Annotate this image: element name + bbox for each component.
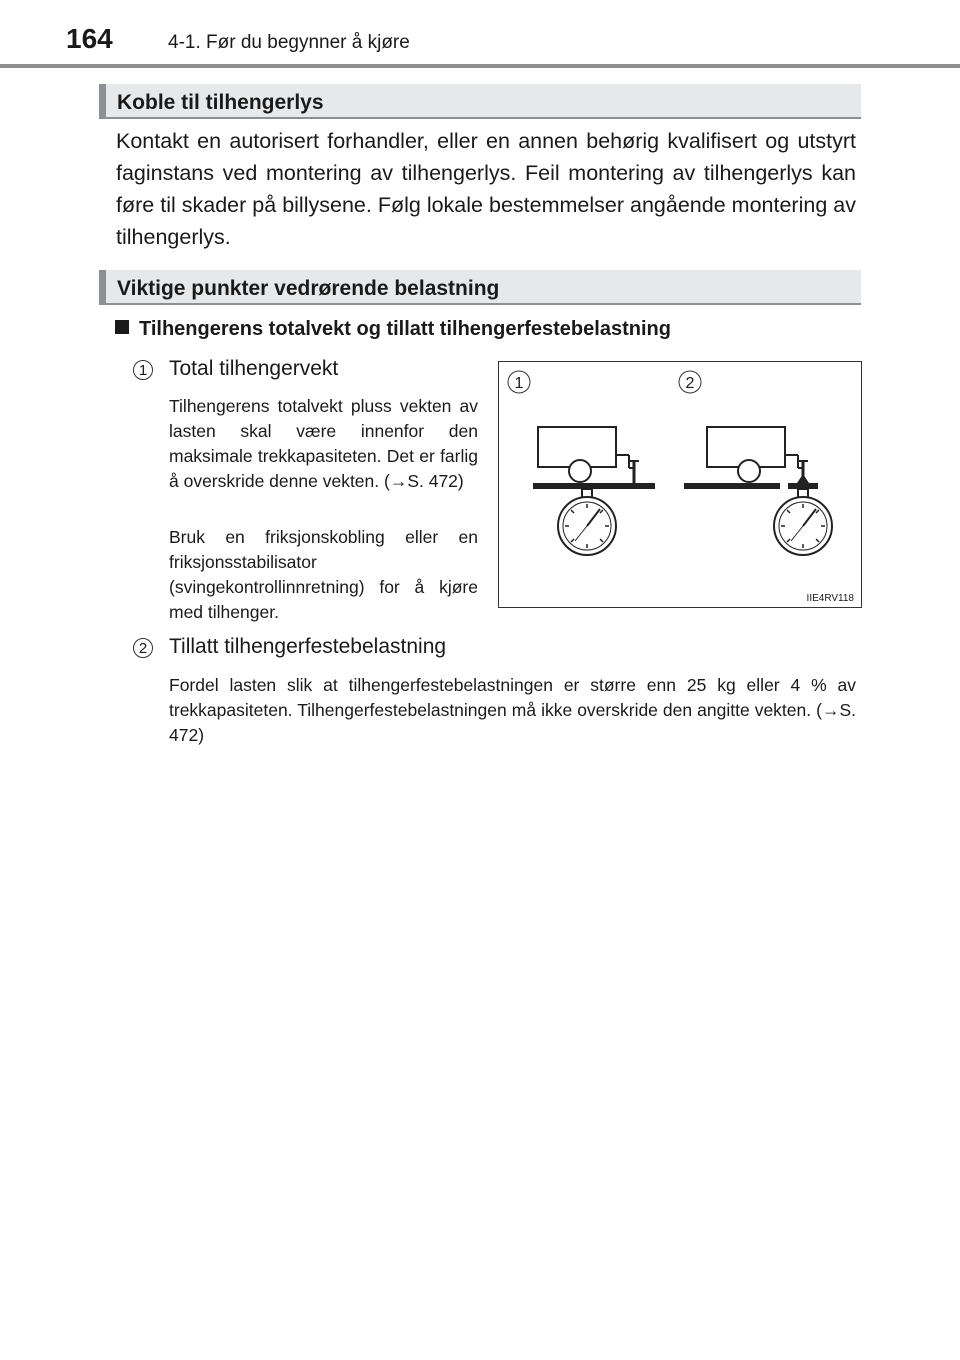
trailer-wheel-icon <box>738 460 760 482</box>
figure-label-1-text: 1 <box>514 375 524 392</box>
item-1-paragraph-1: Tilhengerens totalvekt pluss vekten av lasten skal være innenfor den maksimale trekkapasiteten. Det er farlig å overskride denne vekten. (→S. 472) <box>169 396 478 491</box>
square-bullet-icon <box>115 320 129 334</box>
item-number-2: 2 <box>133 638 153 658</box>
subheading <box>115 316 671 342</box>
section-heading-text: Koble til tilhengerlys <box>117 91 324 114</box>
figure-label-2-text: 2 <box>685 375 695 392</box>
running-header: 4-1. Før du begynner å kjøre <box>168 32 410 53</box>
trailer-lights-paragraph: Kontakt en autorisert forhandler, eller en annen behørig kvalifisert og utstyrt faginstans ved montering av tilhengerlys. Feil montering av tilhengerlys kan føre til skader på billysene. Følg lokale bestemmelser angående montering av tilhengerlys. <box>116 129 856 249</box>
page-number: 164 <box>66 23 113 54</box>
item-1-paragraph-2: Bruk en friksjonskobling eller en friksjonsstabilisator (svingekontrollinnretning) for å kjøre med tilhenger. <box>169 527 478 622</box>
section-heading-text: Viktige punkter vedrørende belastning <box>117 277 500 300</box>
section-heading-trailer-lights <box>99 84 861 119</box>
scale-platform-icon <box>533 483 655 489</box>
trailer-load-figure <box>498 361 862 608</box>
header-rule <box>0 64 960 68</box>
section-heading-load <box>99 270 861 305</box>
item-title-1: Total tilhengervekt <box>169 357 339 380</box>
ground-platform-icon <box>684 483 780 489</box>
subheading-text: Tilhengerens totalvekt og tillatt tilhengerfestebelastning <box>139 318 671 340</box>
item-2-paragraph: Fordel lasten slik at tilhengerfestebelastningen er større enn 25 kg eller 4 % av trekkapasiteten. Tilhengerfestebelastningen må ikke overskride den angitte vekten. (→S. 472) <box>169 675 856 745</box>
item-number-1: 1 <box>133 360 153 380</box>
trailer-wheel-icon <box>569 460 591 482</box>
figure-code: IIE4RV118 <box>806 593 854 604</box>
item-title-2: Tillatt tilhengerfestebelastning <box>169 635 447 658</box>
